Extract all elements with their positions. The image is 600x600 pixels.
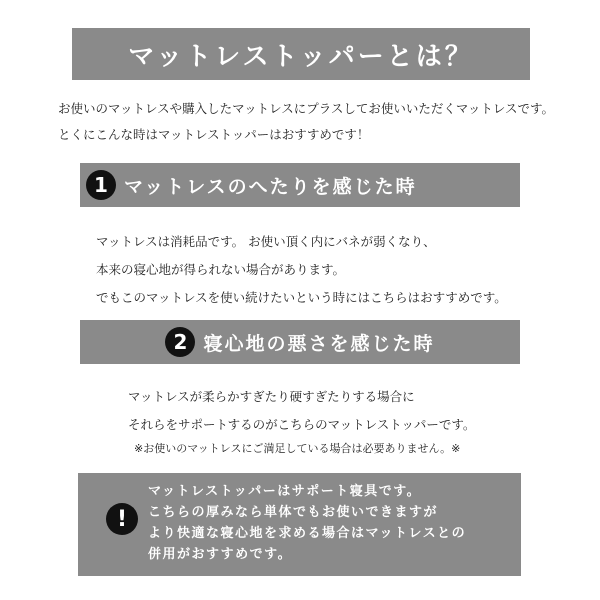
intro-text — [58, 96, 588, 148]
info-line: 併用がおすすめです。 — [148, 547, 293, 562]
section-2-line: それらをサポートするのがこちらのマットレストッパーです。 — [128, 417, 476, 432]
section-1-line: マットレスは消耗品です。 お使い頂く内にバネが弱くなり、 — [96, 234, 436, 249]
section-2-body — [128, 383, 475, 439]
section-1-header — [80, 163, 520, 207]
section-2-line: マットレスが柔らかすぎたり硬すぎたりする場合に — [128, 389, 415, 404]
intro-line: お使いのマットレスや購入したマットレスにプラスしてお使いいただくマットレスです。 — [58, 101, 555, 116]
number-1-badge: 1 — [86, 170, 116, 200]
section-1-line: 本来の寝心地が得られない場合があります。 — [96, 262, 346, 277]
info-box — [78, 473, 521, 576]
info-text — [148, 481, 466, 565]
number-2-badge: 2 — [165, 327, 195, 357]
info-line: より快適な寝心地を求める場合はマットレスとの — [148, 526, 467, 541]
exclamation-icon: ! — [106, 503, 138, 535]
section-1-body — [96, 228, 507, 312]
section-2-note: ※お使いのマットレスにご満足している場合は必要ありません。※ — [134, 442, 461, 455]
info-line: こちらの厚みなら単体でもお使いできますが — [148, 505, 439, 520]
intro-line: とくにこんな時はマットレストッパーはおすすめです！ — [58, 127, 370, 142]
section-2-heading: 寝心地の悪さを感じた時 — [203, 332, 435, 355]
page-title: マットレストッパーとは？ — [72, 28, 530, 80]
section-1-line: でもこのマットレスを使い続けたいという時にはこちらはおすすめです。 — [96, 290, 507, 305]
info-line: マットレストッパーはサポート寝具です。 — [148, 484, 422, 499]
section-1-heading: マットレスのへたりを感じた時 — [124, 175, 417, 198]
section-2-header — [80, 320, 520, 364]
